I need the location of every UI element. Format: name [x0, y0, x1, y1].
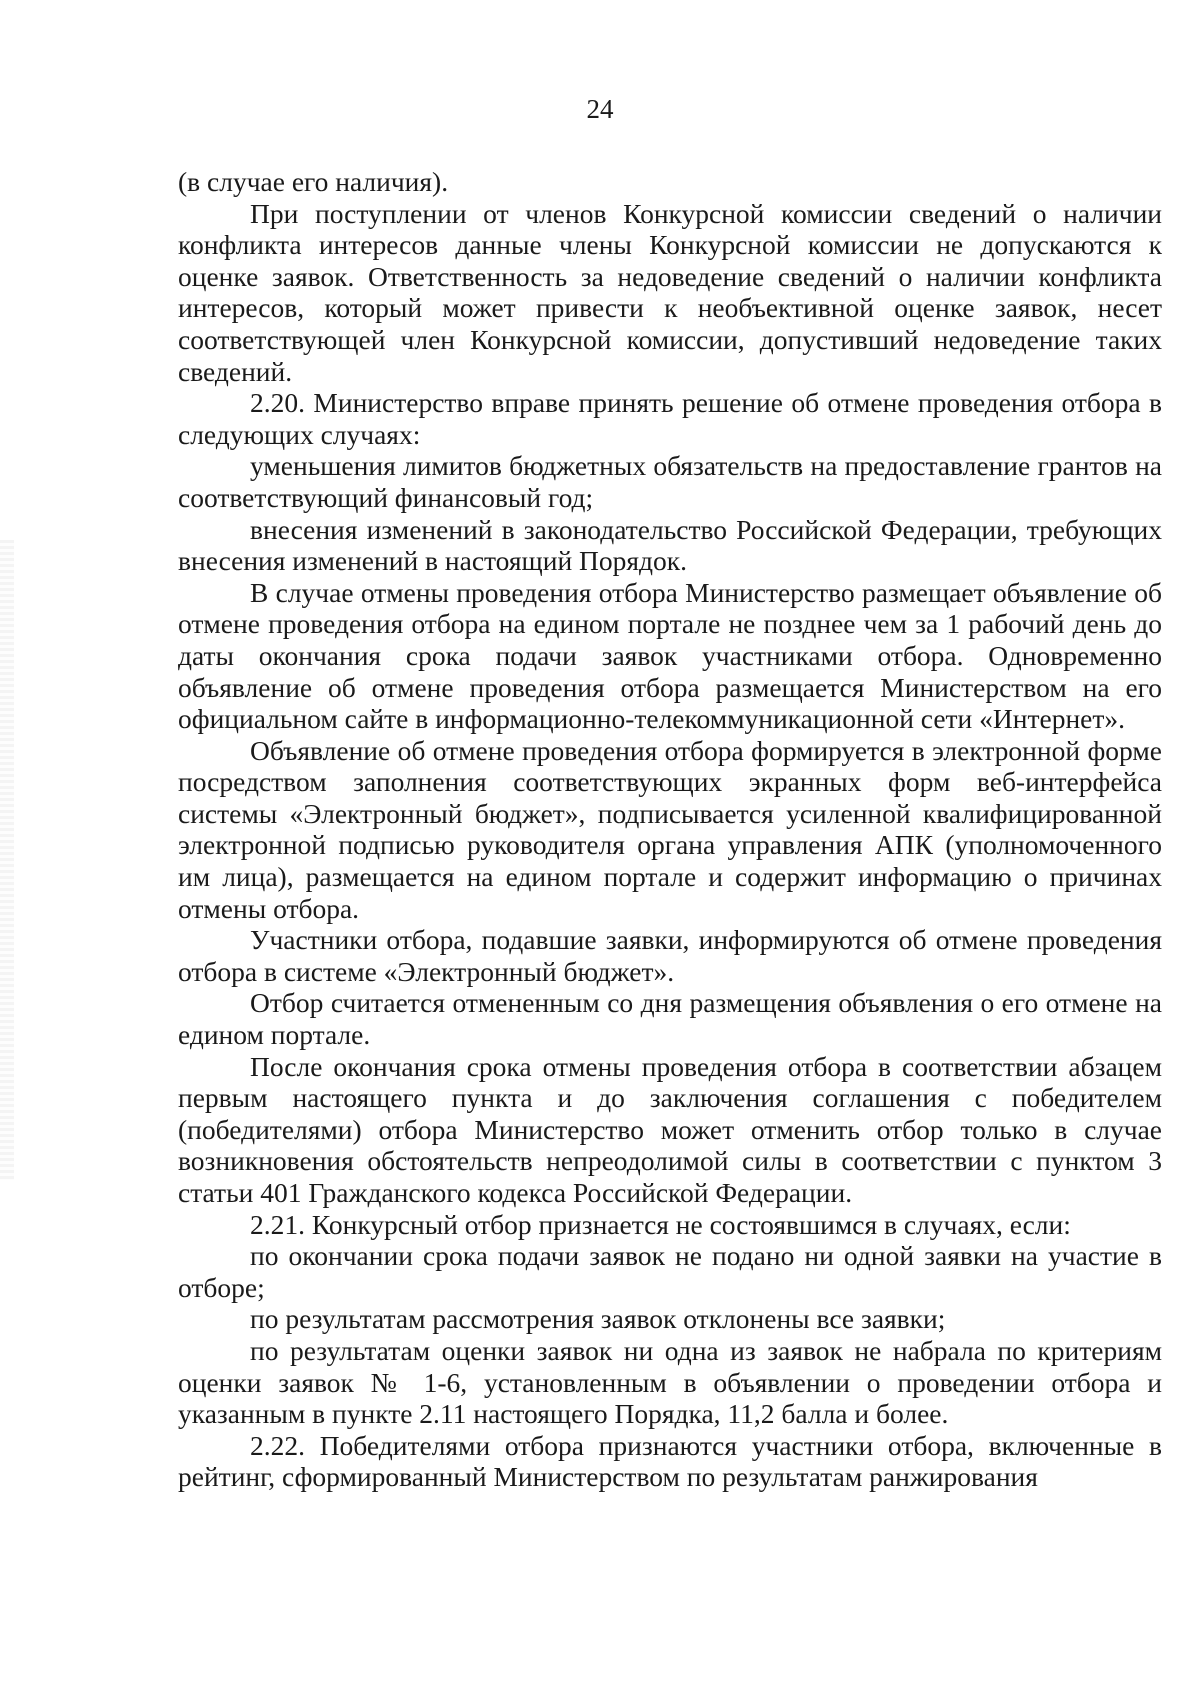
- paragraph-force-majeure: После окончания срока отмены проведения отбора в соответствии абзацем первым настоящего пункта и до заключения соглашения с победителем (победителями) отбора Министерство может отменить отбор только в случае возникновения обстоятельств непреодолимой силы в соответствии с пунктом 3 статьи 401 Гражданского кодекса Российской Федерации.: [178, 1050, 1162, 1208]
- paragraph-clause-2-20: 2.20. Министерство вправе принять решение об отмене проведения отбора в следующих случаях:: [178, 387, 1162, 450]
- scan-edge-shadow: [0, 540, 14, 1180]
- paragraph-clause-2-21: 2.21. Конкурсный отбор признается не состоявшимся в случаях, если:: [250, 1208, 1071, 1240]
- paragraph-electronic-form: Объявление об отмене проведения отбора формируется в электронной форме посредством заполнения соответствующих экранных форм веб-интерфейса системы «Электронный бюджет», подписывается усиленной квалифицированной электронной подписью руководителя органа управления АПК (уполномоченного им лица), размещается на едином портале и содержит информацию о причинах отмены отбора.: [178, 734, 1162, 924]
- paragraph-score-threshold: по результатам оценки заявок ни одна из заявок не набрала по критериям оценки заявок № 1-6, установленным в объявлении о проведении отбора и указанным в пункте 2.11 настоящего Порядка, 11,2 балла и более.: [178, 1334, 1162, 1430]
- paragraph-continuation: (в случае его наличия).: [178, 166, 449, 197]
- paragraph-participants-informed: Участники отбора, подавшие заявки, информируются об отмене проведения отбора в системе «Электронный бюджет».: [178, 924, 1162, 987]
- paragraph-case-legislation: внесения изменений в законодательство Российской Федерации, требующих внесения изменений в настоящий Порядок.: [178, 513, 1162, 577]
- paragraph-case-limits: уменьшения лимитов бюджетных обязательств на предоставление грантов на соответствующий финансовый год;: [178, 450, 1162, 513]
- paragraph-no-applications: по окончании срока подачи заявок не подано ни одной заявки на участие в отборе;: [178, 1240, 1162, 1303]
- paragraph-cancellation-announcement: В случае отмены проведения отбора Министерство размещает объявление об отмене проведения отбора на едином портале не позднее чем за 1 рабочий день до даты окончания срока подачи заявок участниками отбора. Одновременно объявление об отмене проведения отбора размещается Министерством на его официальном сайте в информационно-телекоммуникационной сети «Интернет».: [178, 576, 1162, 735]
- paragraph-all-rejected: по результатам рассмотрения заявок отклонены все заявки;: [250, 1303, 946, 1335]
- paragraph-clause-2-22: 2.22. Победителями отбора признаются участники отбора, включенные в рейтинг, сформированный Министерством по результатам ранжирования: [178, 1429, 1162, 1493]
- paragraph-conflict-of-interest: При поступлении от членов Конкурсной комиссии сведений о наличии конфликта интересов данные члены Конкурсной комиссии не допускаются к оценке заявок. Ответственность за недоведение сведений о наличии конфликта интересов, который может привести к необъективной оценке заявок, несет соответствующей член Конкурсной комиссии, допустивший недоведение таких сведений.: [178, 197, 1162, 387]
- page-number: 24: [586, 94, 614, 124]
- paragraph-cancelled-date: Отбор считается отмененным со дня размещения объявления о его отмене на едином портале.: [178, 987, 1162, 1051]
- document-body: [178, 166, 1162, 1493]
